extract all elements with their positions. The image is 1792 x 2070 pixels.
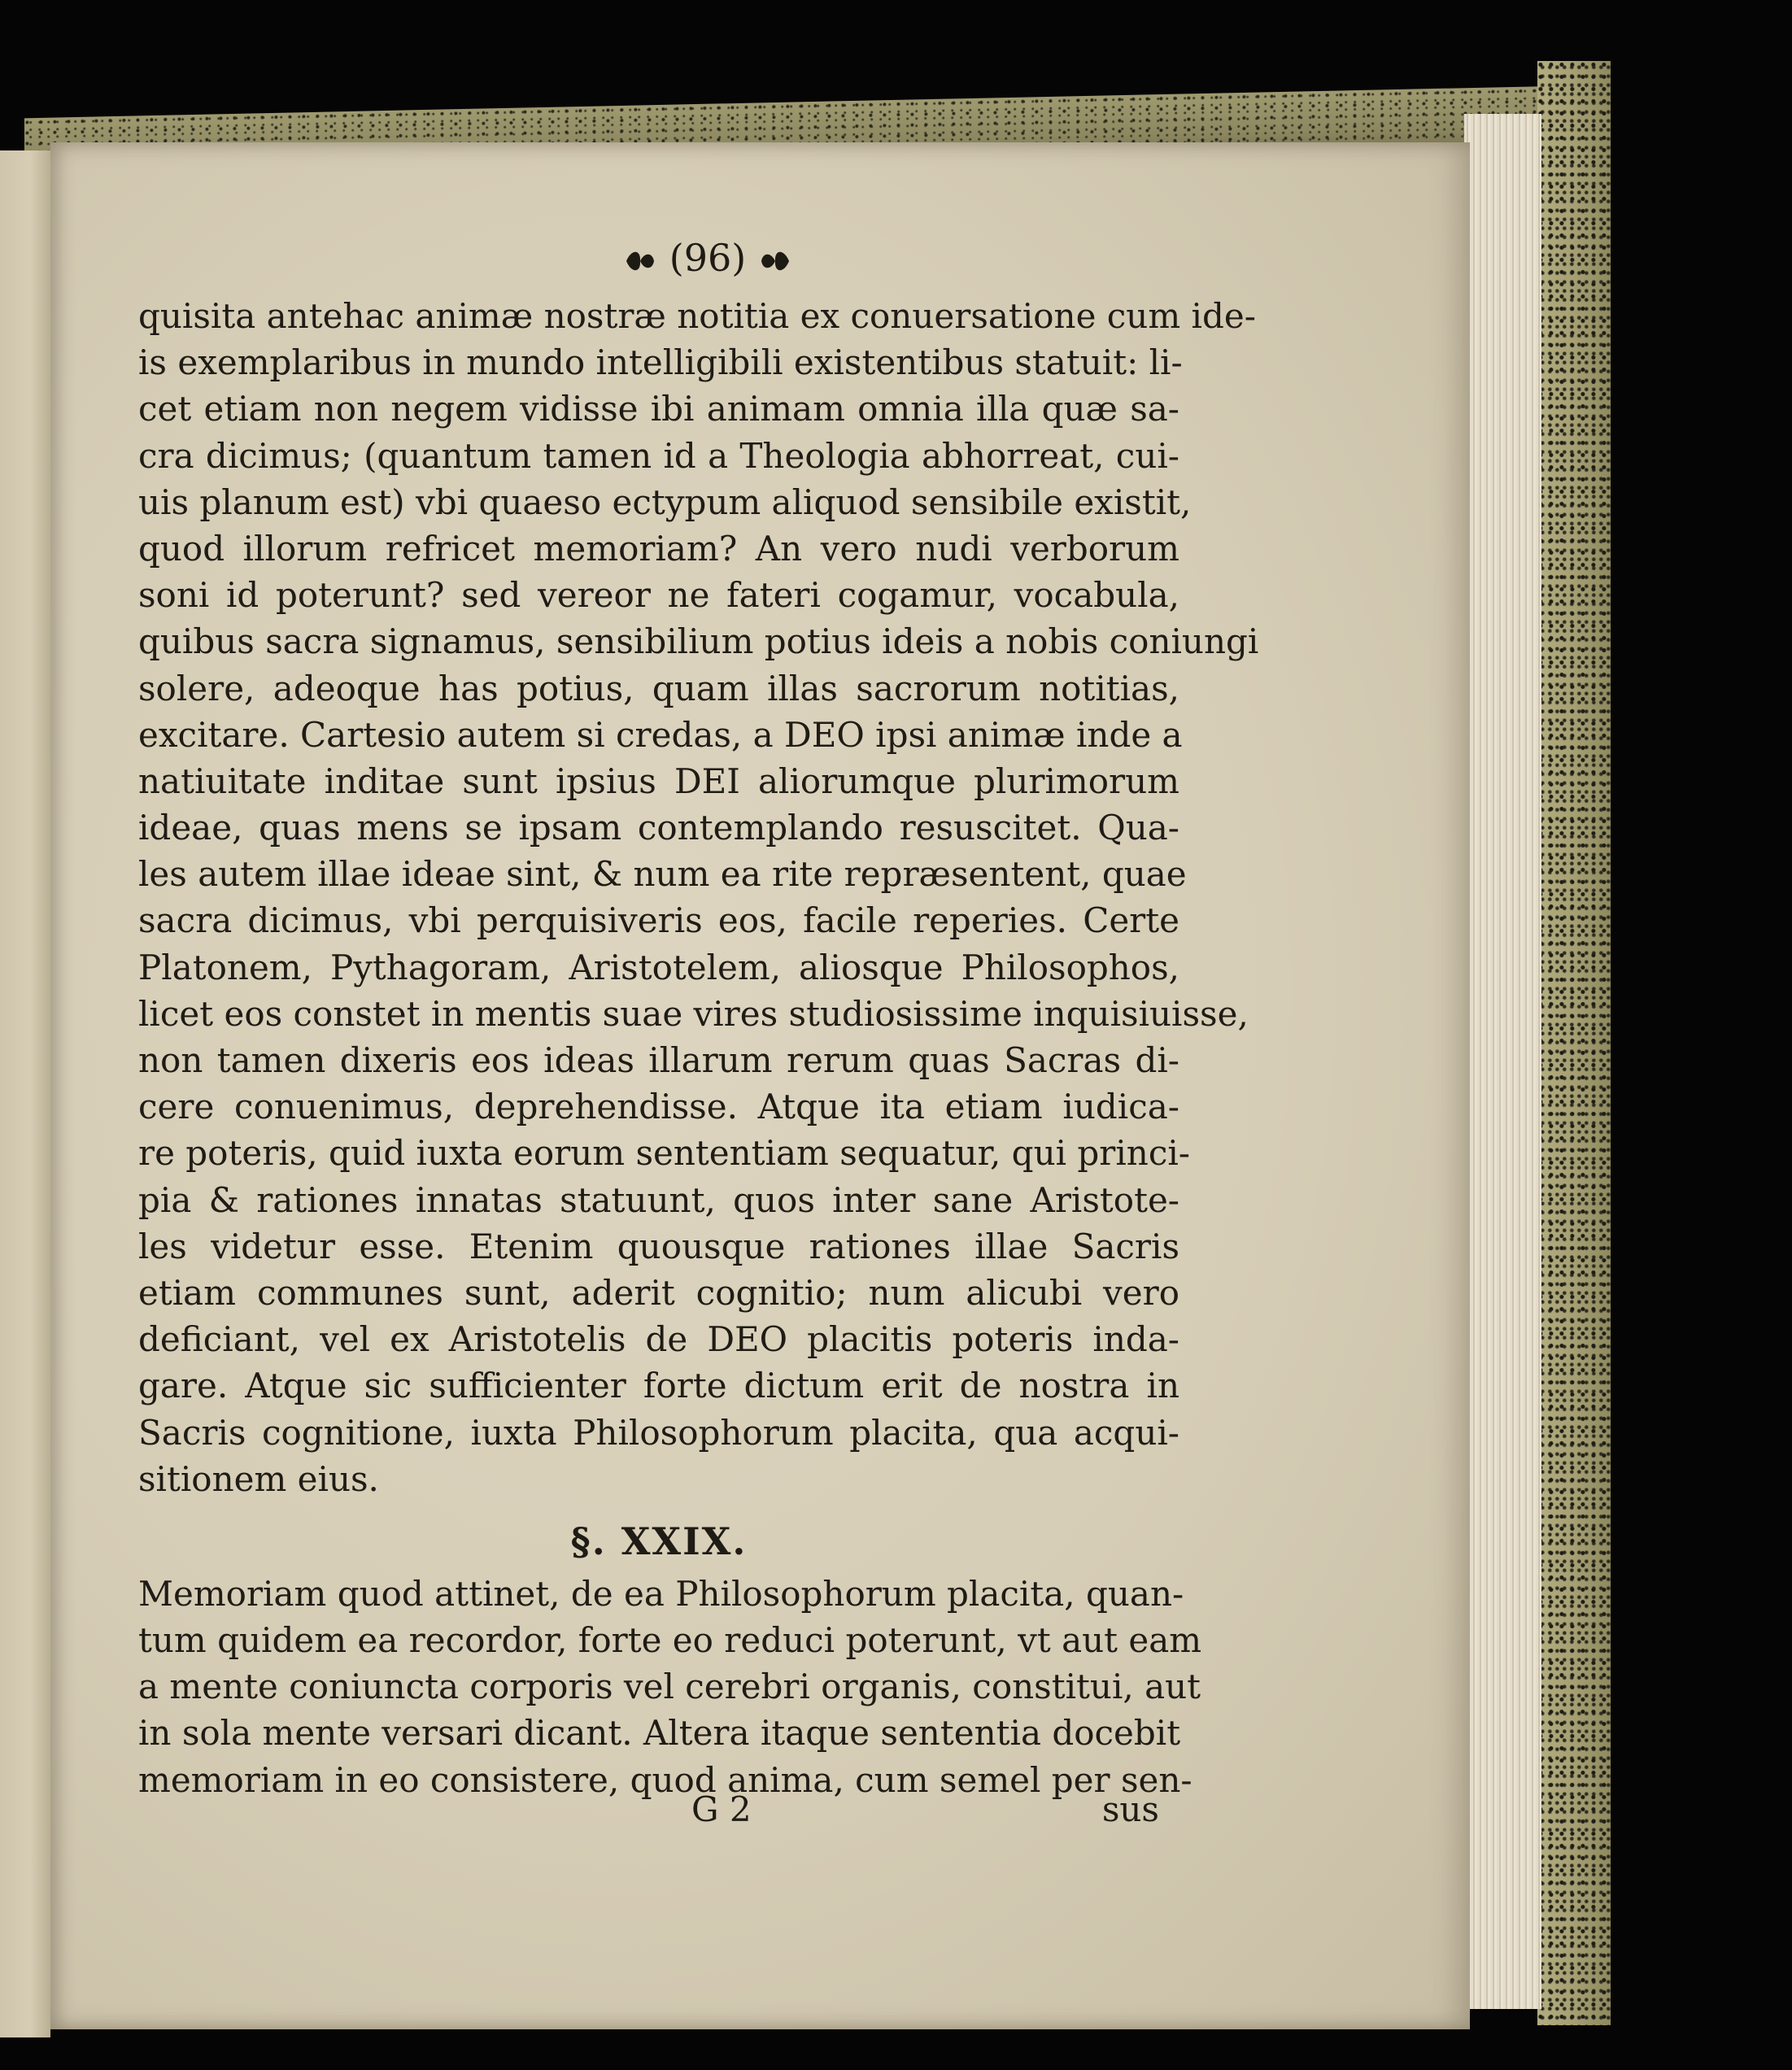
text-line: les autem illae ideae sint, & num ea rite repræsentent, quae xyxy=(138,854,1187,895)
text-line: a mente coniuncta corporis vel cerebri organis, constitui, aut xyxy=(138,1667,1201,1707)
text-line: gare. Atque sic sufficienter forte dictum erit de nostra in xyxy=(138,1366,1179,1406)
text-line: licet eos constet in mentis suae vires studiosissime inquisiuisse, xyxy=(138,993,1249,1034)
page-header xyxy=(569,236,846,280)
text-line: solere, adeoque has potius, quam illas sacrorum notitias, xyxy=(138,668,1179,708)
page-number: (96) xyxy=(669,236,747,280)
text-line: tum quidem ea recordor, forte eo reduci poterunt, vt aut eam xyxy=(138,1620,1202,1661)
text-line: in sola mente versari dicant. Altera itaque sententia docebit xyxy=(138,1713,1181,1754)
text-line: les videtur esse. Etenim quousque rationes illae Sacris xyxy=(138,1226,1179,1266)
text-line: pia & rationes innatas statuunt, quos inter sane Aristote- xyxy=(138,1179,1179,1220)
paragraph-section-xxix xyxy=(138,1571,1202,1803)
left-page-edge xyxy=(0,150,50,2037)
text-line: uis planum est) vbi quaeso ectypum aliquod sensibile existit, xyxy=(138,482,1192,522)
text-line: soni id poterunt? sed vereor ne fateri cogamur, vocabula, xyxy=(138,575,1179,616)
text-line: excitare. Cartesio autem si credas, a DEO ipsi animæ inde a xyxy=(138,714,1183,755)
catchword: sus xyxy=(1101,1789,1159,1829)
text-line: quibus sacra signamus, sensibilium potius ideis a nobis coniungi xyxy=(138,621,1259,662)
left-fleuron-icon xyxy=(623,247,657,275)
text-line: natiuitate inditae sunt ipsius DEI aliorumque plurimorum xyxy=(138,760,1179,801)
text-line: is exemplaribus in mundo intelligibili existentibus statuit: li- xyxy=(138,342,1183,383)
text-line: sitionem eius. xyxy=(138,1458,379,1499)
text-line: quisita antehac animæ nostræ notitia ex conuersatione cum ide- xyxy=(138,296,1256,336)
text-line: memoriam in eo consistere, quod anima, cum semel per sen- xyxy=(138,1759,1192,1800)
text-line: etiam communes sunt, aderit cognitio; num alicubi vero xyxy=(138,1272,1179,1313)
text-line: non tamen dixeris eos ideas illarum rerum quas Sacras di- xyxy=(138,1040,1179,1080)
text-line: re poteris, quid iuxta eorum sententiam sequatur, qui princi- xyxy=(138,1133,1190,1174)
marbled-cover xyxy=(1537,61,1611,2025)
text-line: deficiant, vel ex Aristotelis de DEO placitis poteris inda- xyxy=(138,1319,1179,1360)
right-fleuron-icon xyxy=(758,247,792,275)
text-line: quod illorum refricet memoriam? An vero nudi verborum xyxy=(138,528,1179,569)
text-line: cra dicimus; (quantum tamen id a Theologia abhorreat, cui- xyxy=(138,435,1179,476)
body-text xyxy=(138,293,1259,1803)
paragraph-main xyxy=(138,293,1259,1502)
page-footer xyxy=(138,1789,1159,1838)
text-line: cet etiam non negem vidisse ibi animam omnia illa quæ sa- xyxy=(138,389,1179,429)
signature-mark: G 2 xyxy=(691,1789,752,1829)
text-line: sacra dicimus, vbi perquisiveris eos, facile reperies. Certe xyxy=(138,900,1179,941)
text-line: cere conuenimus, deprehendisse. Atque ita etiam iudica- xyxy=(138,1087,1179,1127)
page-stack-edge xyxy=(1464,114,1541,2009)
text-line: Memoriam quod attinet, de ea Philosophorum placita, quan- xyxy=(138,1573,1184,1614)
text-line: Platonem, Pythagoram, Aristotelem, aliosque Philosophos, xyxy=(138,947,1179,987)
text-line: ideae, quas mens se ipsam contemplando resuscitet. Qua- xyxy=(138,808,1179,848)
text-line: Sacris cognitione, iuxta Philosophorum placita, qua acqui- xyxy=(138,1412,1179,1453)
section-heading: §. XXIX. xyxy=(570,1519,748,1563)
